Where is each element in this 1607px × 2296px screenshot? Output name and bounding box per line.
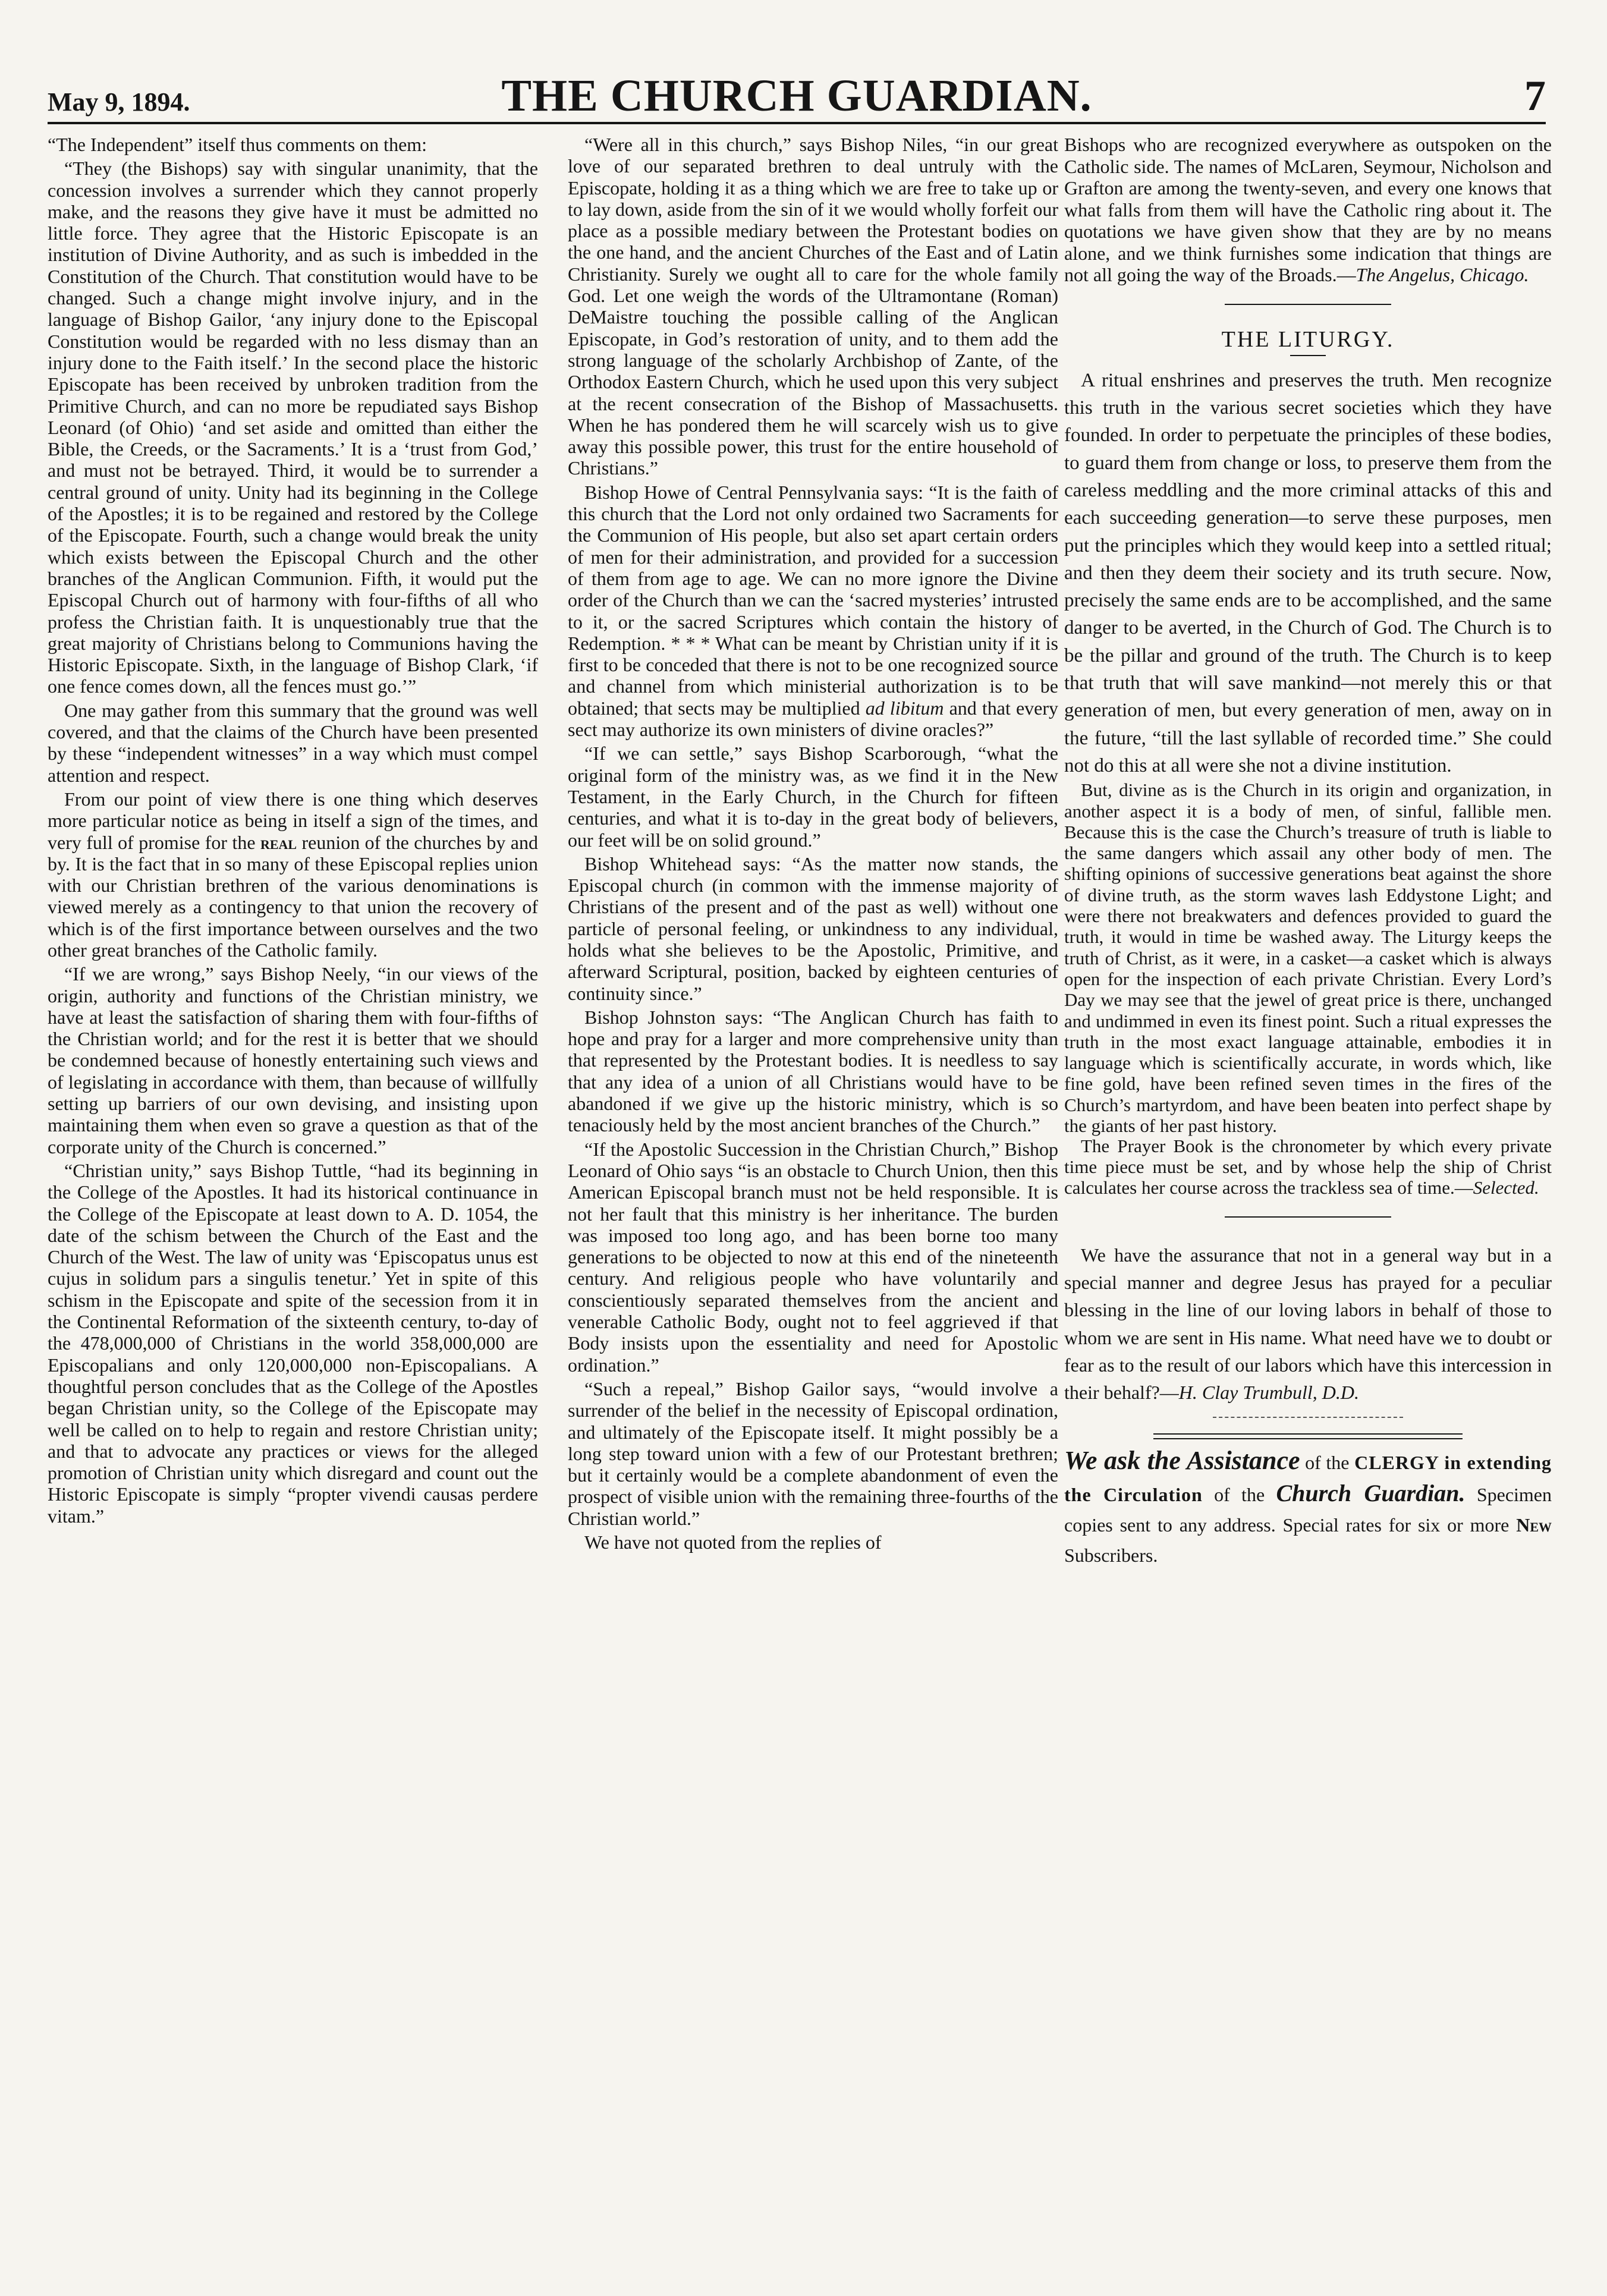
text-run: Subscribers. xyxy=(1064,1545,1158,1567)
text-run: We have the assurance that not in a general way but in a special manner and degree Jesus has prayed for a peculiar blessing in the line of our loving labors in behalf of those to whom we are sent in His name. What need have we to doubt or fear as to the result of our labors which have this intercession in their behalf?— xyxy=(1064,1244,1552,1404)
paragraph: “Such a repeal,” Bishop Gailor says, “would involve a surrender of the belief in the necessity of Episcopal ordination, and ultimately of the Episcopate itself. It might possibly be a long step toward union with a few of our Protestant brethren; but it certainly would be a complete abandonment of even the prospect of visible union with the remaining three-fourths of the Christian world.” xyxy=(568,1377,1058,1529)
paragraph: “They (the Bishops) say with singular unanimity, that the concession involves a surrender which they cannot properly make, and the reasons they give have it must be admitted no little force. They agree that the Historic Episcopate is an institution of Divine Authority, and as such is imbedded in the Constitution of the Church. That constitution would have to be changed. Such a change might involve injury, and in the language of Bishop Gailor, ‘any injury done to the Episcopal Constitution would be regarded with no less dismay than an injury done to the Faith itself.’ In the second place the historic Episcopate has been received by unbroken tradition from the Primitive Church, and can no more be repudiated says Bishop Leonard (of Ohio) ‘and set aside and omitted than either the Bible, the Creeds, or the Sacraments.’ It is a ‘trust from God,’ and must not be betrayed. Third, it would be to surrender a central ground of unity. Unity had its beginning in the College of the Apostles; it is to be regained and restored by the College of the Episcopate. Fourth, such a change would break the unity which exists between the Episcopal Church and the other branches of the Anglican Communion. Fifth, it would put the Episcopal Church out of harmony with four-fifths of all who profess the Christian faith. It is unquestionably true that the great majority of Christians belong to Communions having the Historic Episcopate. Sixth, in the language of Bishop Clark, ‘if one fence comes down, all the fences must go.’” xyxy=(48,158,538,697)
paragraph: Bishop Whitehead says: “As the matter now stands, the Episcopal church (in common with the immense majority of Christians of the present and of the past as well) without one particle of personal feeling, or unkindness to any individual, holds what she believes to be the Apostolic, Primitive, and afterward Scriptural, position, backed by eighteen centuries of continuity since.” xyxy=(568,853,1058,1004)
author-signature: H. Clay Trumbull, D.D. xyxy=(1178,1382,1359,1404)
ad-clergy: CLERGY in extending the Circulation xyxy=(1064,1452,1552,1506)
paragraph xyxy=(568,482,1058,741)
paragraph xyxy=(1064,134,1552,286)
heading-rule xyxy=(1290,355,1326,356)
paragraph xyxy=(1064,1241,1552,1407)
source-credit: Selected. xyxy=(1473,1177,1539,1198)
header-rule xyxy=(48,122,1546,124)
section-heading: THE LITURGY. xyxy=(1221,326,1395,352)
text-run: From our point of view there is one thing which deserves more particular notice as being in itself a sign of the times, and very full of promise for the xyxy=(48,788,538,853)
paragraph: But, divine as is the Church in its origin and organization, in another aspect it is a body of men, of sinful, fallible men. Because this is the case the Church’s treasure of truth is liable to the same dangers which assail any other body of men. The shifting opinions of successive generations beat against the shore of divine truth, as the storm waves lash Eddystone Light; and were there not breakwaters and defences provided to guard the truth, it would in time be washed away. The Liturgy keeps the truth of Christ, as it were, in a casket—a casket which is always open for the inspection of each private Christian. Every Lord’s Day we may see that the jewel of great price is there, unchanged and undimmed in even its finest point. Such a ritual expresses the truth in the most exact language attainable, embodies it in language which is scientifically accurate, in words which, like fine gold, have been refined seven times in the fires of the Church’s martyrdom, and have been beaten into perfect shape by the giants of her past history. xyxy=(1064,779,1552,1136)
italic-phrase: ad libitum xyxy=(865,697,944,719)
paragraph: “The Independent” itself thus comments on them: xyxy=(48,134,427,155)
section-divider xyxy=(1225,1216,1391,1218)
text-run: reunion of the churches by and by. It is the fact that in so many of these Episcopal replies union with our Christian brethren of the various denominations is viewed merely as a contingency to that union the recovery of which is of the first importance between ourselves and the two other great branches of the Catholic family. xyxy=(48,831,539,961)
issue-date: May 9, 1894. xyxy=(48,87,190,117)
text-run: Bishops who are recognized everywhere as outspoken on the Catholic side. The names of McLaren, Seymour, Nicholson and Grafton are among the twenty-seven, and every one knows that what falls from them will have the Catholic ring about it. The quotations we have given show that they are by no means alone, and we think furnishes some indication that things are not all going the way of the Broads.— xyxy=(1064,134,1552,285)
paragraph: We have not quoted from the replies of xyxy=(584,1531,882,1553)
emphasis: real xyxy=(260,831,297,853)
section-divider xyxy=(1225,304,1391,305)
text-run: of the xyxy=(1202,1484,1276,1506)
double-rule xyxy=(1153,1433,1463,1439)
ad-paper-name: Church Guardian. xyxy=(1276,1480,1466,1507)
text-run: and that every sect may authorize its own ministers of divine oracles?” xyxy=(568,697,1059,741)
emphasis: New xyxy=(1516,1514,1552,1536)
dashed-divider xyxy=(1213,1417,1403,1418)
text-run: Specimen copies sent to any address. Special rates for six or more xyxy=(1064,1484,1552,1536)
paragraph: “Christian unity,” says Bishop Tuttle, “had its beginning in the College of the Apostles. It had its historical continuance in the College of the Episcopate at least down to A. D. 1054, the date of the schism between the Church of the East and the Church of the West. The law of unity was ‘Episcopatus unus est cujus in solidum pars a singulis tenetur.’ Yet in spite of this schism in the Episcopate and spite of the secession from it in the Continental Reformation of the sixteenth century, to-day of the 478,000,000 of Christians in the world 358,000,000 are Episcopalians and only 120,000,000 non-Episcopalians. A thoughtful person concludes that as the College of the Apostles began Christian unity, so the College of the Episcopate may well be called on to help to regain and restore Christian unity; and that to advocate any practices or views for the alleged promotion of Christian unity which disregard and count out the Historic Episcopate is simply “propter vivendi causas perdere vitam.” xyxy=(48,1159,538,1527)
paragraph: “If we are wrong,” says Bishop Neely, “in our views of the origin, authority and functions of the Christian ministry, we have at least the satisfaction of sharing them with four-fifths of the Christian world; and for the rest it is better that we should be condemned because of honestly entertaining such views and of legislating in accordance with them, than because of willfully setting up barriers of our own devising, and insisting upon maintaining them when even so grave a question as that of the corporate unity of the Church is concerned.” xyxy=(48,963,538,1158)
text-run: of the xyxy=(1300,1452,1355,1474)
paragraph: “Were all in this church,” says Bishop Niles, “in our great love of our separated brethren to deal untruly with the Episcopate, holding it as a thing which we are free to take up or to lay down, aside from the sin of it we would wholly forfeit our place as a possible mediary between the Protestant bodies on the one hand, and the ancient Churches of the East and of Latin Christianity. Surely we ought all to care for the whole family God. Let one weigh the words of the Ultramontane (Roman) DeMaistre touching the possible calling of the Anglican Episcopate, in God’s restoration of unity, and to them add the strong language of the scholarly Archbishop of Zante, of the Orthodox Eastern Church, which he used upon this very subject at the recent consecration of the Bishop of Massachusetts. When he has pondered them he will scarcely wish us to give away this possible power, this trust for the entire household of Christians.” xyxy=(568,134,1058,479)
column-1 xyxy=(48,134,538,1529)
masthead xyxy=(48,70,1546,136)
page-number: 7 xyxy=(1524,72,1546,119)
paragraph: “If the Apostolic Succession in the Christian Church,” Bishop Leonard of Ohio says “is an obstacle to Church Union, then this American Episcopal branch must not be held responsible. It is not her fault that this ministry is her inheritance. The burden was imposed too long ago, and has been borne too many generations to be objected to now at this end of the nineteenth century. And religious people who have voluntarily and conscientiously separated themselves from the ancient and venerable Catholic Body, ought not to feel aggrieved if that Body insists upon the essentiality and need for Apostolic ordination.” xyxy=(568,1138,1058,1376)
paragraph: One may gather from this summary that the ground was well covered, and that the claims of the Church have been presented by these “independent witnesses” in a way which must compel attention and respect. xyxy=(48,699,538,786)
column-3 xyxy=(1064,134,1552,1571)
paragraph: Bishop Johnston says: “The Anglican Church has faith to hope and pray for a larger and more comprehensive unity than that represented by the Protestant bodies. It is needless to say that any idea of a union of all Christians would have to be abandoned if we give up the historic ministry, which is so tenaciously held by the most ancient branches of the Church.” xyxy=(568,1006,1058,1136)
paragraph xyxy=(1064,1136,1552,1198)
text-run: Bishop Howe of Central Pennsylvania says: “It is the faith of this church that the Lord not only ordained two Sacraments for the Communion of His people, but also set apart certain orders of men for their administration, and provided for a succession of them from age to age. We can no more ignore the Divine order of the Church than we can the ‘sacred mysteries’ intrusted to it, or the sacred Scriptures which contain the history of Redemption. * * * What can be meant by Christian unity if it is first to be conceded that there is not to be one recognized source and channel from which ministerial authorization is to be obtained; that sects may be multiplied xyxy=(568,481,1058,719)
paragraph: A ritual enshrines and preserves the truth. Men recognize this truth in the various secret societies which they have founded. In order to perpetuate the principles of these bodies, to guard them from change or loss, to preserve them from the careless meddling and the more criminal attacks of this and each succeeding generation—to serve these purposes, men put the principles which they would keep into a settled ritual; and then they deem their society and its truth secure. Now, precisely the same ends are to be accomplished, and the same danger to be averted, in the Church of God. The Church is to be the pillar and ground of the truth. The Church is to keep that truth that will save mankind—not merely this or that generation of men, but every generation of men, away on in the future, “till the last syllable of recorded time.” She could not do this at all were she not a divine institution. xyxy=(1064,369,1552,776)
ad-lead: We ask the Assistance xyxy=(1064,1446,1300,1476)
paragraph xyxy=(48,788,538,961)
column-2 xyxy=(568,134,1058,1555)
source-credit: The Angelus, Chicago. xyxy=(1356,264,1529,285)
newspaper-title: THE CHURCH GUARDIAN. xyxy=(501,71,1092,121)
text-run: The Prayer Book is the chronometer by which every private time piece must be set, and by whose help the ship of Christ calculates her course across the trackless sea of time.— xyxy=(1064,1136,1552,1198)
paragraph: “If we can settle,” says Bishop Scarborough, “what the original form of the ministry was, as we find it in the New Testament, in the Early Church, in the Church for fifteen centuries, and what it is to-day in the great body of believers, our feet will be on solid ground.” xyxy=(568,743,1058,851)
advertisement xyxy=(1064,1445,1552,1571)
